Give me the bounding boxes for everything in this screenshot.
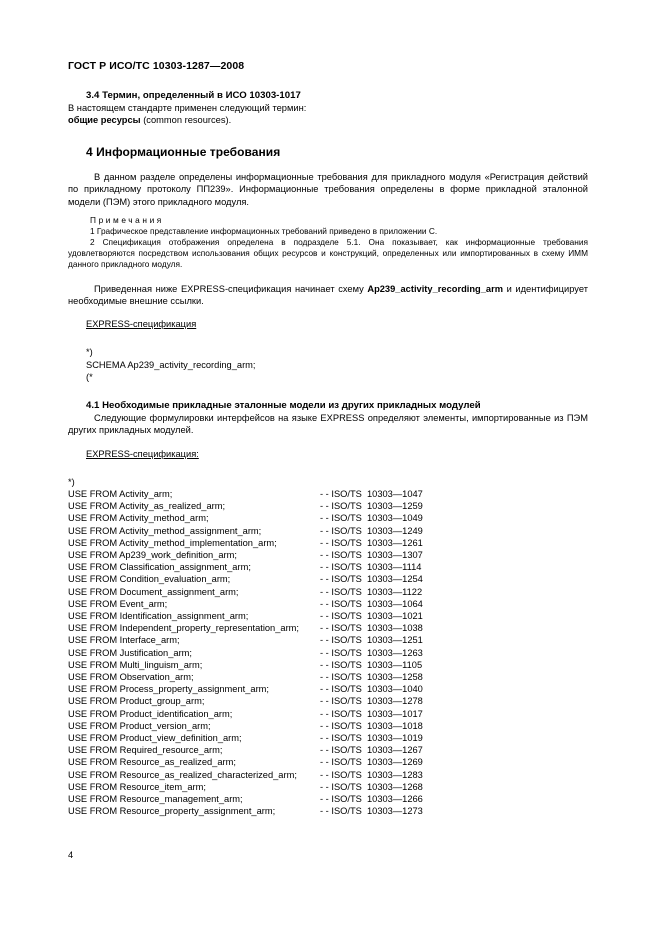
use-from-row	[68, 488, 588, 500]
use-from-statement: USE FROM Observation_arm;	[68, 671, 194, 682]
use-from-statement: USE FROM Resource_property_assignment_arm;	[68, 806, 276, 817]
use-from-row	[68, 634, 588, 646]
section-4-paragraph-2	[68, 283, 588, 308]
iso-ts-reference: - - ISO/TS 10303—1114	[320, 562, 422, 573]
spacer	[68, 329, 588, 346]
iso-ts-reference: - - ISO/TS 10303—1122	[320, 586, 423, 597]
iso-ts-reference: - - ISO/TS 10303—1307	[320, 549, 423, 560]
spacer	[68, 271, 588, 283]
note-item-2: 2 Спецификация отображения определена в подразделе 5.1. Она показывает, как информационные требования удовлетворяются посредством использования общих ресурсов и конструкций, определенных или импортированных в схему ИММ данного прикладного модуля.	[68, 237, 588, 270]
iso-ts-reference: - - ISO/TS 10303—1105	[320, 659, 423, 670]
use-from-statement: USE FROM Interface_arm;	[68, 635, 180, 646]
iso-ts-reference: - - ISO/TS 10303—1278	[320, 696, 423, 707]
iso-ts-reference: - - ISO/TS 10303—1263	[320, 647, 423, 658]
use-from-row	[68, 659, 588, 671]
use-from-statement: USE FROM Product_identification_arm;	[68, 708, 233, 719]
iso-ts-reference: - - ISO/TS 10303—1254	[320, 574, 423, 585]
use-from-row	[68, 537, 588, 549]
iso-ts-reference: - - ISO/TS 10303—1259	[320, 501, 423, 512]
term-bold: общие ресурсы	[68, 115, 141, 126]
iso-ts-reference: - - ISO/TS 10303—1038	[320, 623, 423, 634]
use-from-statement: USE FROM Activity_as_realized_arm;	[68, 501, 226, 512]
express-spec-label: EXPRESS-спецификация	[86, 319, 197, 330]
use-from-statement: USE FROM Activity_arm;	[68, 488, 173, 499]
use-from-statement: USE FROM Product_view_definition_arm;	[68, 733, 242, 743]
use-from-row	[68, 561, 588, 573]
spacer	[68, 383, 588, 400]
document-body	[68, 90, 588, 817]
term-translation: (common resources).	[140, 115, 232, 126]
spacer	[68, 459, 588, 476]
use-from-statement: USE FROM Justification_arm;	[68, 647, 192, 658]
use-from-row	[68, 720, 588, 732]
use-from-row	[68, 781, 588, 793]
use-from-statement: USE FROM Required_resource_arm;	[68, 745, 223, 756]
use-from-row	[68, 695, 588, 707]
iso-ts-reference: - - ISO/TS 10303—1021	[320, 610, 423, 621]
use-from-statement: USE FROM Identification_assignment_arm;	[68, 610, 249, 621]
section-4-1-heading: 4.1 Необходимые прикладные эталонные модели из других прикладных модулей	[86, 399, 481, 411]
use-from-row	[68, 671, 588, 683]
use-from-statement: USE FROM Event_arm;	[68, 598, 168, 609]
use-from-statement: USE FROM Independent_property_representation_arm;	[68, 623, 299, 634]
use-from-row	[68, 622, 588, 634]
section-3-4-line1: В настоящем стандарте применен следующий термин:	[68, 103, 307, 113]
iso-ts-reference: - - ISO/TS 10303—1049	[320, 513, 423, 524]
use-from-statement: USE FROM Classification_assignment_arm;	[68, 562, 251, 573]
use-from-statement: USE FROM Activity_method_arm;	[68, 513, 209, 524]
express-spec-label-4-1: EXPRESS-спецификация:	[86, 448, 199, 459]
para2-part2: и идентифицирует необходимые внешние ссылки.	[68, 283, 588, 306]
iso-ts-reference: - - ISO/TS 10303—1018	[320, 720, 423, 731]
use-from-statement: USE FROM Condition_evaluation_arm;	[68, 574, 231, 585]
use-from-statement: USE FROM Product_version_arm;	[68, 720, 211, 731]
iso-ts-reference: - - ISO/TS 10303—1268	[320, 781, 423, 792]
use-from-row	[68, 598, 588, 610]
schema-open-marker: *)	[86, 347, 93, 358]
iso-ts-reference: - - ISO/TS 10303—1266	[320, 794, 423, 805]
iso-ts-reference: - - ISO/TS 10303—1064	[320, 598, 423, 609]
schema-close-marker: (*	[86, 371, 93, 382]
use-from-row	[68, 525, 588, 537]
schema-name-bold: Ap239_activity_recording_arm	[367, 283, 504, 294]
use-from-row	[68, 573, 588, 585]
page-number: 4	[68, 850, 74, 860]
use-from-row	[68, 683, 588, 695]
iso-ts-reference: - - ISO/TS 10303—1258	[320, 671, 423, 682]
para2-part1: Приведенная ниже EXPRESS-спецификация начинает схему	[94, 283, 368, 294]
iso-ts-reference: - - ISO/TS 10303—1273	[320, 806, 423, 817]
section-4-paragraph: В данном разделе определены информационные требования для прикладного модуля «Регистрация действий по прикладному протоколу ПП239». Информационные требования определены в форме прикладной эталонной модели (ПЭМ) этого прикладного модуля.	[68, 171, 588, 207]
use-from-row	[68, 647, 588, 659]
spacer	[68, 208, 588, 215]
use-from-statement: USE FROM Process_property_assignment_arm;	[68, 684, 269, 695]
use-from-statement: USE FROM Multi_linguism_arm;	[68, 659, 203, 670]
section-3-4-term	[68, 114, 588, 126]
use-from-row	[68, 512, 588, 524]
use-from-row	[68, 769, 588, 781]
use-block-open-marker: *)	[68, 476, 75, 487]
spacer	[68, 307, 588, 319]
iso-ts-reference: - - ISO/TS 10303—1261	[320, 537, 423, 548]
use-from-row	[68, 500, 588, 512]
use-from-row	[68, 793, 588, 805]
use-from-statement: USE FROM Resource_management_arm;	[68, 794, 243, 805]
iso-ts-reference: - - ISO/TS 10303—1267	[320, 745, 423, 756]
iso-ts-reference: - - ISO/TS 10303—1040	[320, 684, 423, 695]
use-from-row	[68, 805, 588, 817]
use-from-row	[68, 732, 588, 744]
iso-ts-reference: - - ISO/TS 10303—1047	[320, 488, 423, 499]
spacer	[68, 437, 588, 449]
use-from-statement: USE FROM Ap239_work_definition_arm;	[68, 549, 237, 560]
notes-heading: Примечания	[90, 215, 164, 226]
use-from-row	[68, 744, 588, 756]
section-4-heading: 4 Информационные требования	[86, 144, 281, 159]
iso-ts-reference: - - ISO/TS 10303—1249	[320, 525, 423, 536]
use-from-statement: USE FROM Resource_as_realized_arm;	[68, 757, 236, 768]
use-from-statement: USE FROM Activity_method_assignment_arm;	[68, 525, 262, 536]
iso-ts-reference: - - ISO/TS 10303—1017	[320, 708, 423, 719]
use-from-row	[68, 549, 588, 561]
schema-declaration: SCHEMA Ap239_activity_recording_arm;	[86, 359, 256, 370]
iso-ts-reference: - - ISO/TS 10303—1251	[320, 635, 423, 646]
use-from-row	[68, 610, 588, 622]
use-from-row	[68, 586, 588, 598]
section-3-4-heading: 3.4 Термин, определенный в ИСО 10303-1017	[86, 90, 301, 101]
use-from-statement: USE FROM Resource_item_arm;	[68, 781, 206, 792]
page-header: ГОСТ Р ИСО/ТС 10303-1287—2008	[68, 60, 245, 72]
use-from-list	[68, 488, 588, 817]
iso-ts-reference: - - ISO/TS 10303—1283	[320, 769, 423, 780]
use-from-statement: USE FROM Product_group_arm;	[68, 696, 205, 707]
use-from-row	[68, 756, 588, 768]
use-from-statement: USE FROM Activity_method_implementation_arm;	[68, 537, 277, 548]
use-from-statement: USE FROM Document_assignment_arm;	[68, 586, 239, 597]
iso-ts-reference: - - ISO/TS 10303—1019	[320, 733, 423, 743]
note-item-1: 1 Графическое представление информационных требований приведено в приложении С.	[90, 226, 438, 237]
use-from-row	[68, 708, 588, 720]
use-from-statement: USE FROM Resource_as_realized_characterized_arm;	[68, 769, 297, 780]
iso-ts-reference: - - ISO/TS 10303—1269	[320, 757, 423, 768]
section-4-1-paragraph: Следующие формулировки интерфейсов на языке EXPRESS определяют элементы, импортированные из ПЭМ других прикладных модулей.	[68, 412, 588, 436]
